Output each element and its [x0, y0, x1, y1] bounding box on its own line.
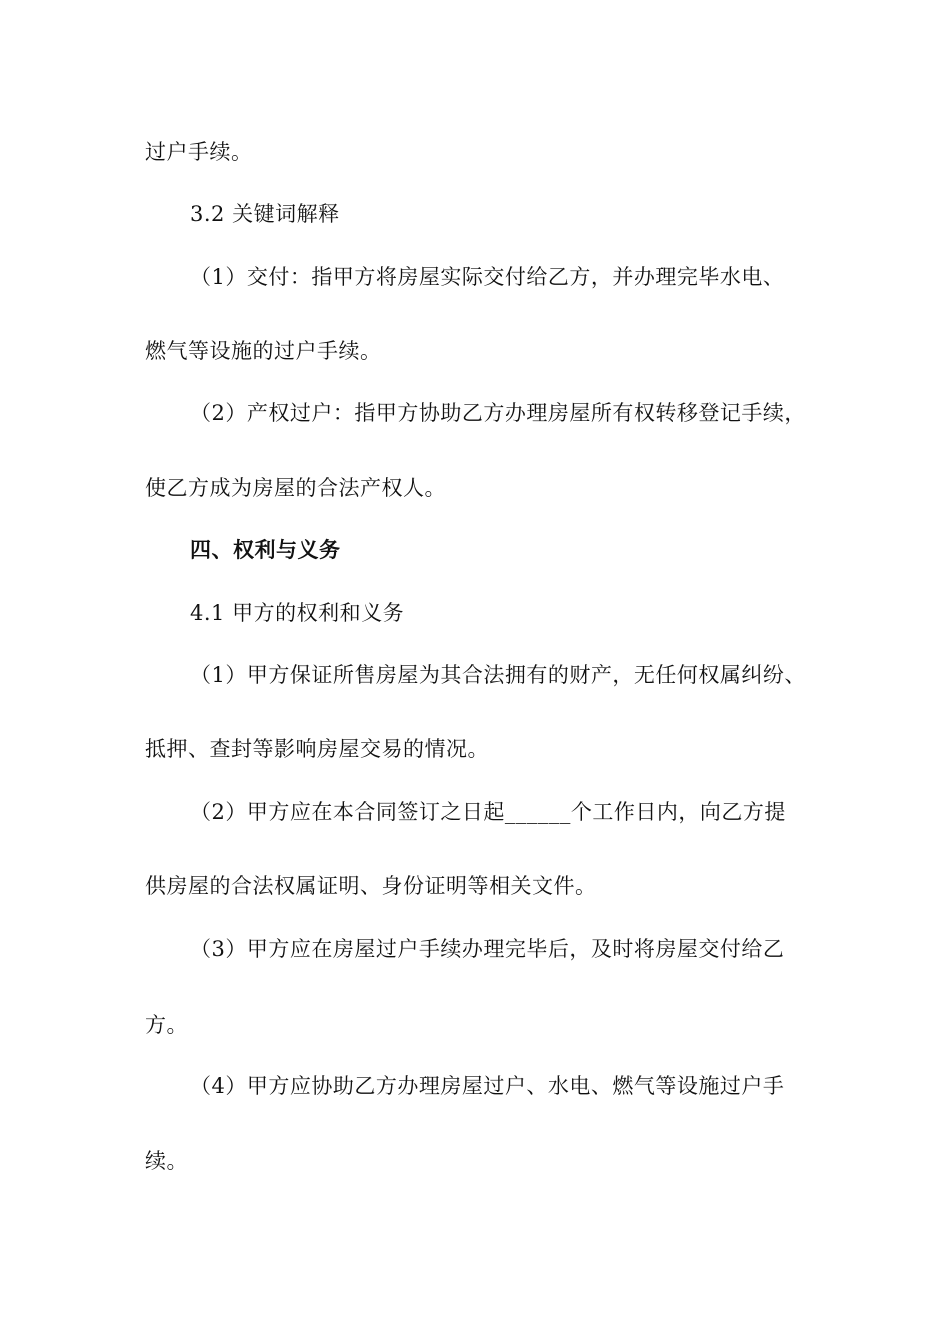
paragraph-line: （1）甲方保证所售房屋为其合法拥有的财产，无任何权属纠纷、 [190, 663, 806, 687]
paragraph-line: （4）甲方应协助乙方办理房屋过户、水电、燃气等设施过户手 [190, 1074, 785, 1098]
paragraph-line: 使乙方成为房屋的合法产权人。 [145, 476, 446, 500]
paragraph-line: （2）甲方应在本合同签订之日起______个工作日内，向乙方提 [190, 800, 786, 824]
section-heading-3-2: 3.2 关键词解释 [190, 202, 340, 226]
paragraph-line: 方。 [145, 1013, 188, 1037]
paragraph-line: 燃气等设施的过户手续。 [145, 339, 382, 363]
section-heading-4-1: 4.1 甲方的权利和义务 [190, 601, 405, 625]
paragraph-line: 续。 [145, 1149, 188, 1173]
chapter-heading: 四、权利与义务 [190, 537, 341, 562]
paragraph-line: 抵押、查封等影响房屋交易的情况。 [145, 737, 489, 761]
paragraph-line: （1）交付：指甲方将房屋实际交付给乙方，并办理完毕水电、 [190, 265, 785, 289]
paragraph-line: 过户手续。 [145, 140, 253, 164]
paragraph-line: 供房屋的合法权属证明、身份证明等相关文件。 [145, 874, 597, 898]
paragraph-line: （2）产权过户：指甲方协助乙方办理房屋所有权转移登记手续， [190, 401, 806, 425]
paragraph-line: （3）甲方应在房屋过户手续办理完毕后，及时将房屋交付给乙 [190, 937, 785, 961]
